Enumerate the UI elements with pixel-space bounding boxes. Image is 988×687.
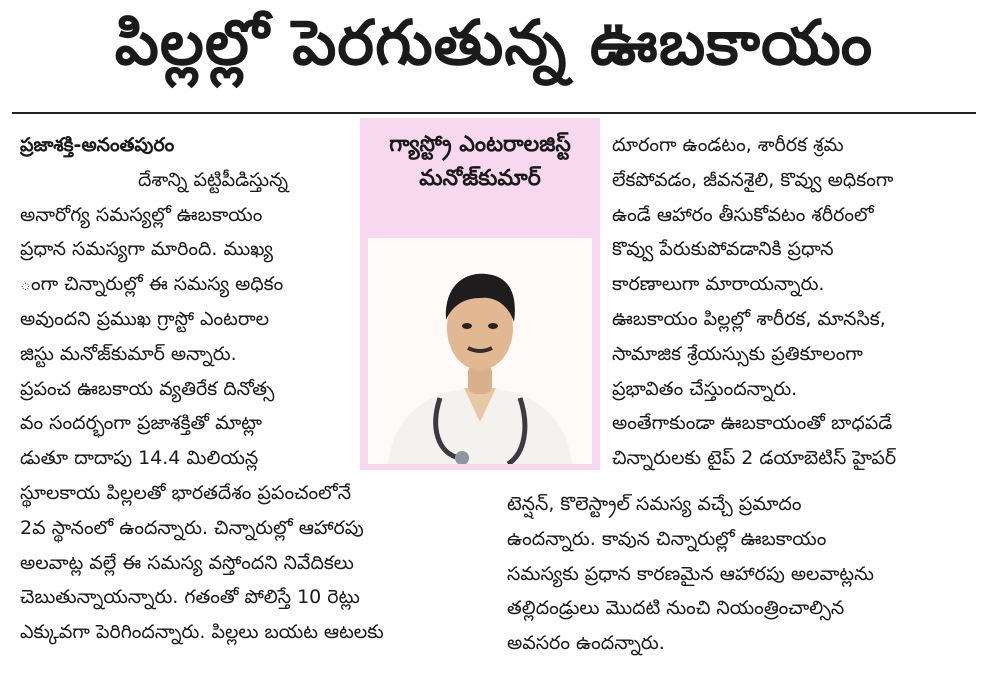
text-line: ఊబకాయం పిల్లల్లో శారీరక, మానసిక, [612, 307, 886, 330]
text-line: అవసరం ఉందన్నారు. [507, 632, 665, 655]
doctor-photo [368, 238, 592, 464]
text-line: ఉందన్నారు. కావున చిన్నారుల్లో ఊబకాయం [507, 527, 827, 550]
text-line: సమస్యకు ప్రధాన కారణమైన ఆహారపు అలవాట్లను [507, 562, 874, 585]
text-line: ప్రభావితం చేస్తుందన్నారు. [612, 377, 798, 400]
text-line: దేశాన్ని పట్టిపీడిస్తున్న [138, 168, 289, 191]
text-line: స్థూలకాయ పిల్లలతో భారతదేశం ప్రపంచంలోనే [20, 481, 352, 504]
text-line: ంగా చిన్నారుల్లో ఈ సమస్య అధికం [20, 273, 284, 296]
text-line: తల్లిదండ్రులు మొదటి నుంచి నియంత్రించాల్సిన [507, 597, 845, 620]
text-line: దూరంగా ఉండటం, శారీరక శ్రమ [612, 134, 844, 156]
text-line: జిస్టు మనోజ్‌కుమార్ అన్నారు. [20, 342, 237, 365]
text-line: లేకపోవడం, జీవనశైలి, కొవ్వు అధికంగా [612, 168, 894, 191]
article-column-bottom [507, 487, 967, 661]
text-line: ఉండే ఆహారం తీసుకోవటం శరీరంలో [612, 203, 874, 226]
text-line: 2వ స్థానంలో ఉందన్నారు. చిన్నారుల్లో ఆహారపు [20, 516, 364, 539]
text-line: టెన్షన్, కొలెస్ట్రాల్ సమస్య వచ్చే ప్రమాదం [507, 493, 802, 515]
text-line: వం సందర్భంగా ప్రజాశక్తితో మాట్లా [20, 412, 263, 435]
caption-line: గ్యాస్ట్రో ఎంటరాలజిస్ట్ [389, 132, 571, 157]
text-line: చెబుతున్నాయన్నారు. గతంతో పోలిస్తే 10 రెట్లు [20, 586, 360, 609]
headline: పిల్లల్లో పెరగుతున్న ఊబకాయం [114, 6, 874, 79]
dateline: ప్రజాశక్తి-అనంతపురం [20, 134, 175, 156]
text-line: అలవాట్ల వల్లే ఈ సమస్య వస్తోందని నివేదికలు [20, 551, 354, 574]
doctor-portrait-illustration [368, 238, 592, 464]
article-column-right [612, 128, 967, 476]
text-line: ఎక్కువగా పెరిగిందన్నారు. పిల్లలు బయట ఆటలకు [20, 621, 384, 644]
photo-caption [360, 118, 600, 196]
text-line: చిన్నారులకు టైప్ 2 డయాబెటిస్ హైపర్ [612, 447, 897, 470]
text-line: డుతూ దాదాపు 14.4 మిలియన్ల [20, 447, 259, 470]
caption-line: మనోజ్‌కుమార్ [419, 166, 541, 191]
text-line: ప్రపంచ ఊబకాయ వ్యతిరేక దినోత్స [20, 377, 275, 400]
photo-box [360, 118, 600, 470]
text-line: ప్రధాన సమస్యగా మారింది. ముఖ్య [20, 238, 273, 261]
text-line: అనారోగ్య సమస్యల్లో ఊబకాయం [20, 203, 263, 226]
text-line: సామాజిక శ్రేయస్సుకు ప్రతికూలంగా [612, 342, 863, 365]
headline-divider [12, 112, 976, 114]
text-line: అంతేగాకుండా ఊబకాయంతో బాధపడే [612, 412, 893, 435]
text-line: కారణాలుగా మారాయన్నారు. [612, 273, 825, 296]
text-line: అవుందని ప్రముఖ గ్రాస్టో ఎంటరాల [20, 307, 270, 330]
text-line: కొవ్వు పేరుకుపోవడానికి ప్రధాన [612, 238, 834, 261]
